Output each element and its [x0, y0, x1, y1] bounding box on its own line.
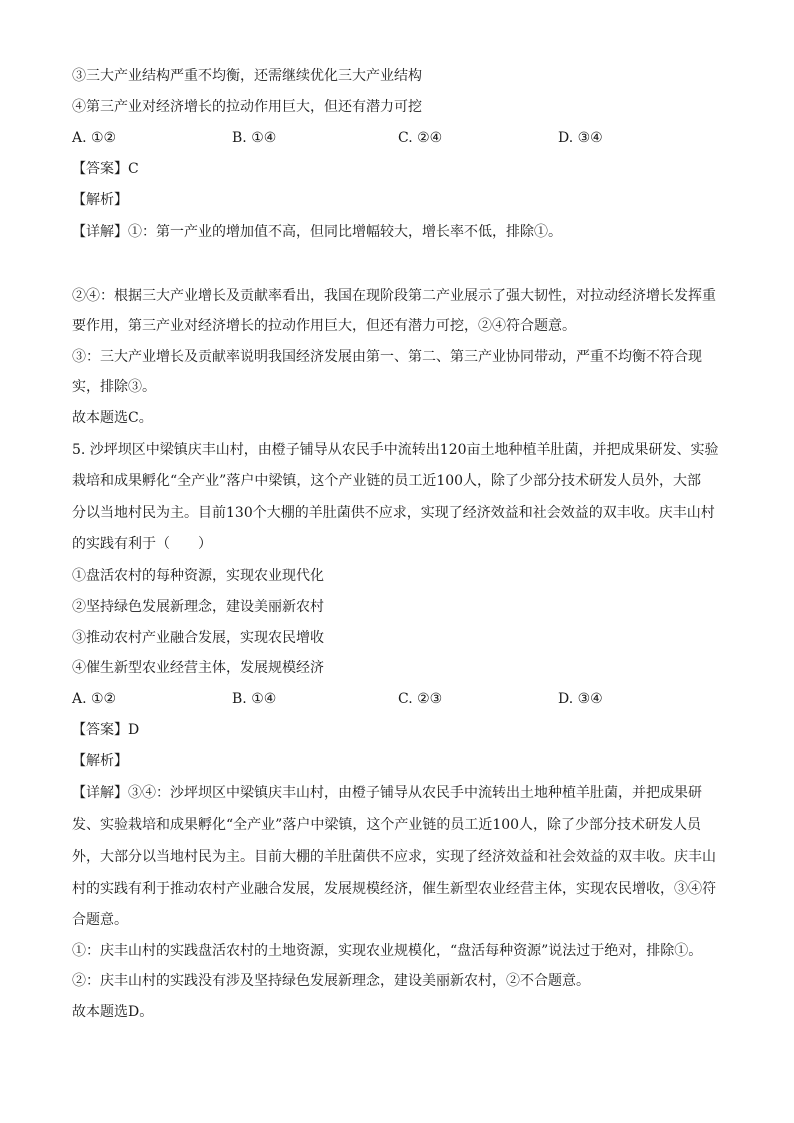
q5-answer: 【答案】D [72, 722, 140, 738]
q5-option-a: A. ①② [72, 691, 117, 707]
q5-analysis-tag: 【解析】 [72, 753, 128, 769]
q5-detail-1a: 【详解】③④：沙坪坝区中梁镇庆丰山村，由橙子铺导从农民手中流转出土地种植羊肚菌，并把成果研 [72, 785, 702, 801]
q4-detail-1: 【详解】①：第一产业的增加值不高，但同比增幅较大，增长率不低，排除①。 [72, 224, 562, 240]
q5-statement-1: ①盘活农村的每种资源，实现农业现代化 [72, 568, 324, 584]
q4-detail-2a: ②④：根据三大产业增长及贡献率看出，我国在现阶段第二产业展示了强大韧性，对拉动经济增长发挥重 [72, 288, 716, 304]
q5-detail-1e: 合题意。 [72, 912, 128, 928]
q5-option-b: B. ①④ [232, 691, 277, 707]
q5-statement-2: ②坚持绿色发展新理念，建设美丽新农村 [72, 599, 324, 615]
q5-conclusion: 故本题选D。 [72, 1004, 154, 1020]
q5-options [72, 689, 722, 709]
q4-detail-2b: 要作用，第三产业对经济增长的拉动作用巨大，但还有潜力可挖，②④符合题意。 [72, 318, 576, 334]
q5-option-d: D. ③④ [558, 691, 603, 707]
q4-answer: 【答案】C [72, 161, 139, 177]
q4-detail-3a: ③：三大产业增长及贡献率说明我国经济发展由第一、第二、第三产业协同带动，严重不均衡不符合现 [72, 349, 702, 365]
q5-detail-2: ①：庆丰山村的实践盘活农村的土地资源，实现农业规模化，“盘活每种资源”说法过于绝对，排除①。 [72, 943, 703, 959]
q5-statement-4: ④催生新型农业经营主体，发展规模经济 [72, 660, 324, 676]
q5-stem-3: 分以当地村民为主。目前130个大棚的羊肚菌供不应求，实现了经济效益和社会效益的双丰收。庆丰山村 [72, 505, 715, 521]
q5-detail-1c: 外，大部分以当地村民为主。目前大棚的羊肚菌供不应求，实现了经济效益和社会效益的双丰收。庆丰山 [72, 849, 716, 865]
q4-option-c: C. ②④ [398, 130, 443, 146]
q4-option-a: A. ①② [72, 130, 117, 146]
q4-analysis-tag: 【解析】 [72, 192, 128, 208]
q5-stem-4: 的实践有利于（ ） [72, 536, 212, 552]
q5-stem-2: 栽培和成果孵化“全产业”落户中梁镇，这个产业链的员工近100人，除了少部分技术研发人员外，大部 [72, 473, 702, 489]
q5-option-c: C. ②③ [398, 691, 443, 707]
q4-detail-3b: 实，排除③。 [72, 379, 156, 395]
q5-detail-1b: 发、实验栽培和成果孵化“全产业”落户中梁镇，这个产业链的员工近100人，除了少部分技术研发人员 [72, 817, 702, 833]
q5-detail-1d: 村的实践有利于推动农村产业融合发展，发展规模经济，催生新型农业经营主体，实现农民增收，③④符 [72, 881, 716, 897]
q5-statement-3: ③推动农村产业融合发展，实现农民增收 [72, 630, 324, 646]
q4-statement-3: ③三大产业结构严重不均衡，还需继续优化三大产业结构 [72, 68, 422, 84]
q4-statement-4: ④第三产业对经济增长的拉动作用巨大，但还有潜力可挖 [72, 99, 422, 115]
q4-option-b: B. ①④ [232, 130, 277, 146]
q5-stem-1: 5. 沙坪坝区中梁镇庆丰山村，由橙子铺导从农民手中流转出120亩土地种植羊肚菌，并把成果研发、实验 [72, 442, 719, 458]
q5-detail-3: ②：庆丰山村的实践没有涉及坚持绿色发展新理念，建设美丽新农村，②不合题意。 [72, 973, 590, 989]
q4-options [72, 128, 722, 148]
q4-option-d: D. ③④ [558, 130, 603, 146]
q4-conclusion: 故本题选C。 [72, 410, 153, 426]
